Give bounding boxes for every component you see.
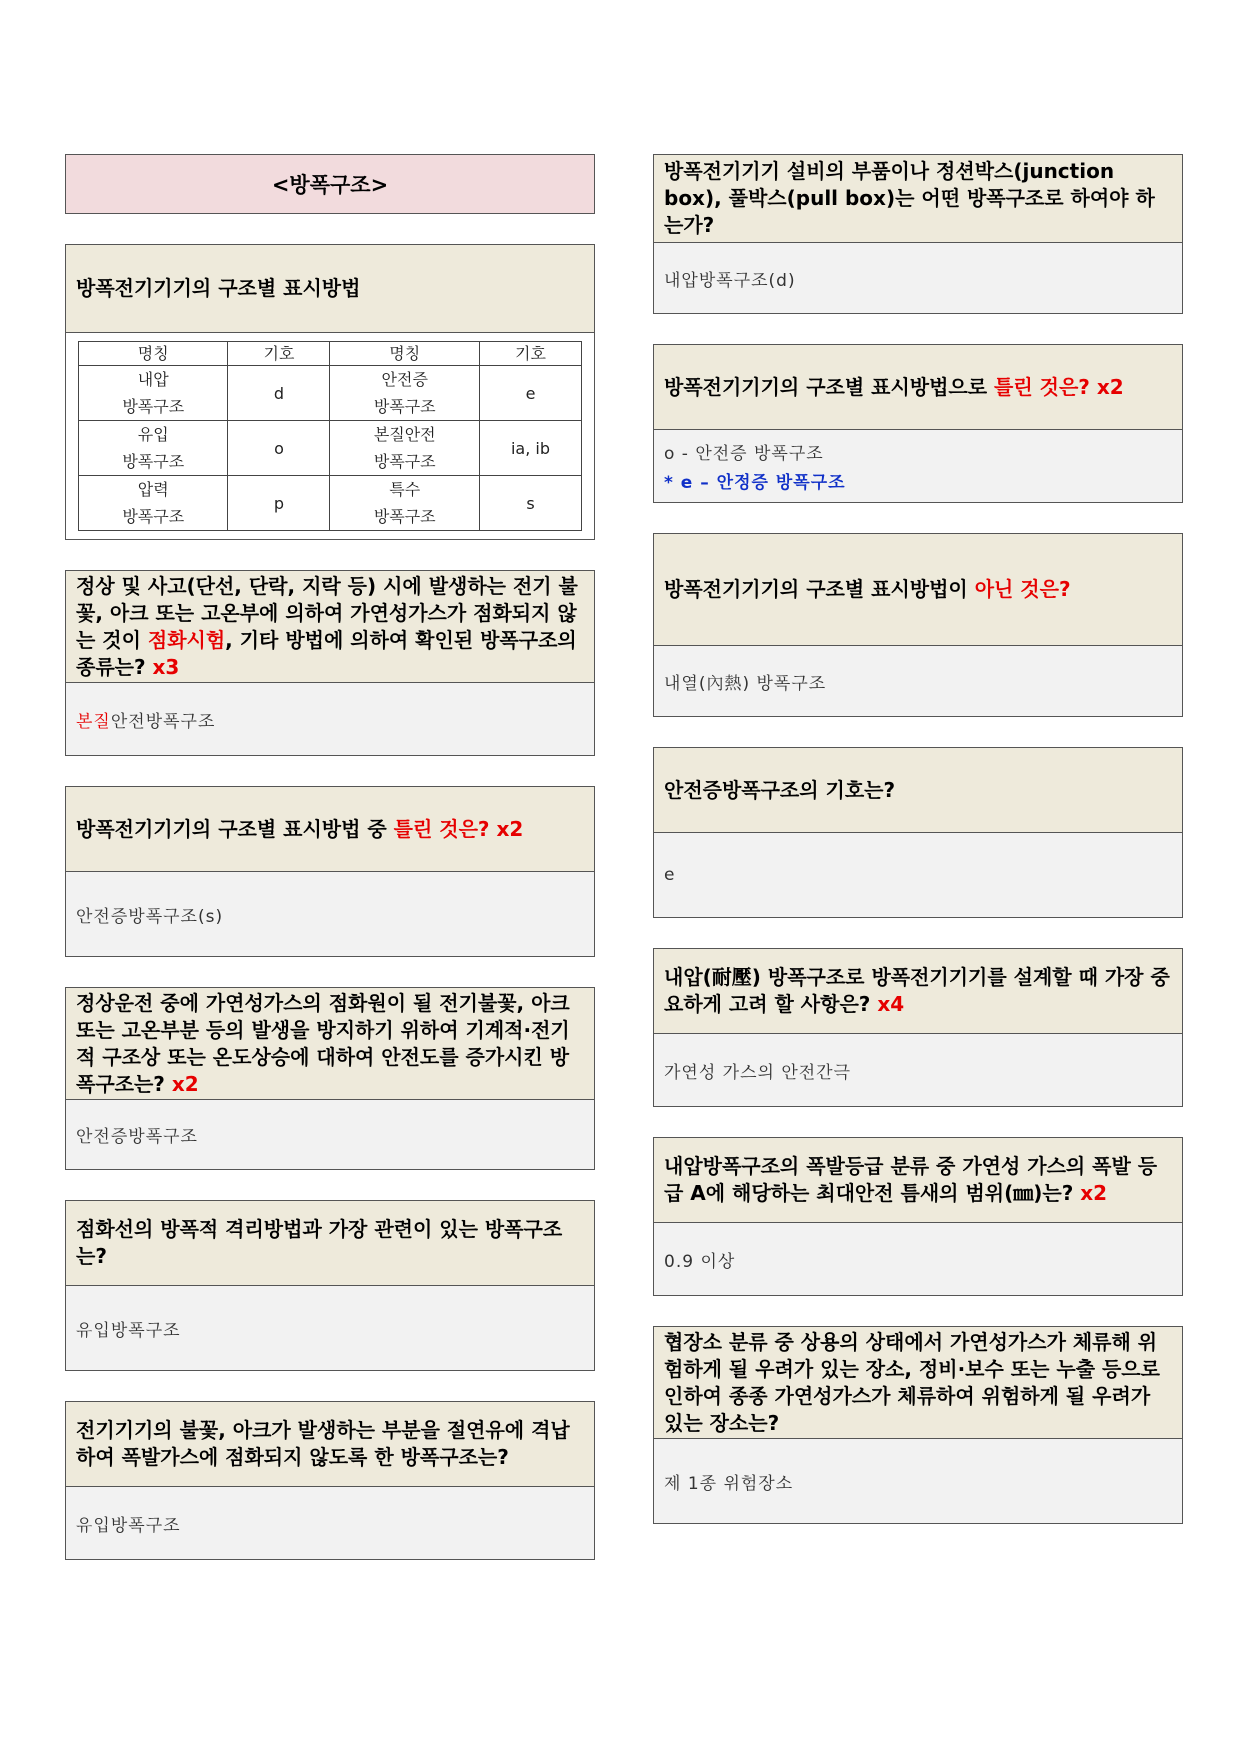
symbol-table <box>78 341 582 531</box>
qa-card <box>65 987 595 1170</box>
note-text: * e – 안정증 방폭구조 <box>664 473 846 493</box>
answer-text: 내열(內熱) 방폭구조 <box>654 646 1182 716</box>
answer-text: 가연성 가스의 안전간극 <box>654 1034 1182 1106</box>
answer-text: 안전증방폭구조 <box>66 1100 594 1169</box>
answer-text: 안전증방폭구조(s) <box>66 872 594 956</box>
question-text: 정상운전 중에 가연성가스의 점화원이 될 전기불꽃, 아크 또는 고온부분 등의 발생을 방지하기 위하여 기계적·전기적 구조상 또는 온도상승에 대하여 안전도를 증가시킨 방폭구조는? x2 <box>66 988 594 1100</box>
qa-card <box>65 1401 595 1560</box>
answer-text: 유입방폭구조 <box>66 1286 594 1370</box>
answer-text: 0.9 이상 <box>654 1223 1182 1295</box>
question-text: 내압(耐壓) 방폭구조로 방폭전기기기를 설계할 때 가장 중요하게 고려 할 사항은? x4 <box>654 949 1182 1034</box>
table-cell: d <box>228 366 330 421</box>
table-cell: 본질안전 방폭구조 <box>330 421 479 476</box>
qa-card <box>65 570 595 756</box>
answer-text: 제 1종 위험장소 <box>654 1439 1182 1523</box>
question-text: 내압방폭구조의 폭발등급 분류 중 가연성 가스의 폭발 등급 A에 해당하는 최대안전 틈새의 범위(㎜)는? x2 <box>654 1138 1182 1223</box>
qa-card <box>653 154 1183 314</box>
qa-card <box>653 344 1183 503</box>
table-row <box>79 421 582 476</box>
answer-text: e <box>654 833 1182 917</box>
table-row <box>79 476 582 531</box>
table-cell: s <box>479 476 581 531</box>
answer-text: 내압방폭구조(d) <box>654 243 1182 313</box>
table-cell: 안전증 방폭구조 <box>330 366 479 421</box>
table-header-row <box>79 342 582 366</box>
symbol-table-card <box>65 244 595 540</box>
question-text: 방폭전기기기의 구조별 표시방법이 아닌 것은? <box>654 534 1182 646</box>
answer-text: 유입방폭구조 <box>66 1487 594 1559</box>
right-column <box>653 154 1183 1554</box>
table-cell: 특수 방폭구조 <box>330 476 479 531</box>
col-header: 명칭 <box>79 342 228 366</box>
question-text: 방폭전기기기의 구조별 표시방법 중 틀린 것은? x2 <box>66 787 594 872</box>
qa-card <box>65 1200 595 1371</box>
question-text: 정상 및 사고(단선, 단락, 지락 등) 시에 발생하는 전기 불꽃, 아크 또는 고온부에 의하여 가연성가스가 점화되지 않는 것이 점화시험, 기타 방법에 의하여 확인된 방폭구조의 종류는? x3 <box>66 571 594 683</box>
question-text: 점화선의 방폭적 격리방법과 가장 관련이 있는 방폭구조는? <box>66 1201 594 1286</box>
col-header: 명칭 <box>330 342 479 366</box>
left-column <box>65 154 595 1590</box>
qa-card <box>65 786 595 957</box>
table-row <box>79 366 582 421</box>
question-text: 방폭전기기기의 구조별 표시방법 <box>66 245 594 333</box>
symbol-table-wrap <box>66 341 594 531</box>
col-header: 기호 <box>228 342 330 366</box>
table-cell: e <box>479 366 581 421</box>
question-text: 안전증방폭구조의 기호는? <box>654 748 1182 833</box>
qa-card <box>653 1137 1183 1296</box>
question-text: 협장소 분류 중 상용의 상태에서 가연성가스가 체류해 위험하게 될 우려가 있는 장소, 정비·보수 또는 누출 등으로 인하여 종종 가연성가스가 체류하여 위험하게 될 우려가 있는 장소는? <box>654 1327 1182 1439</box>
table-cell: 유입 방폭구조 <box>79 421 228 476</box>
question-text: 방폭전기기기의 구조별 표시방법으로 틀린 것은? x2 <box>654 345 1182 430</box>
qa-card <box>653 533 1183 717</box>
page-title: <방폭구조> <box>65 154 595 214</box>
table-cell: 압력 방폭구조 <box>79 476 228 531</box>
question-text: 전기기기의 불꽃, 아크가 발생하는 부분을 절연유에 격납하여 폭발가스에 점화되지 않도록 한 방폭구조는? <box>66 1402 594 1487</box>
table-cell: ia, ib <box>479 421 581 476</box>
qa-card <box>653 1326 1183 1524</box>
question-text: 방폭전기기기 설비의 부품이나 정션박스(junction box), 풀박스(pull box)는 어떤 방폭구조로 하여야 하는가? <box>654 155 1182 243</box>
answer-text: 본질안전방폭구조 <box>66 683 594 755</box>
answer-text: o - 안전증 방폭구조 * e – 안정증 방폭구조 <box>654 430 1182 502</box>
table-cell: 내압 방폭구조 <box>79 366 228 421</box>
col-header: 기호 <box>479 342 581 366</box>
table-cell: p <box>228 476 330 531</box>
qa-card <box>653 747 1183 918</box>
qa-card <box>653 948 1183 1107</box>
table-cell: o <box>228 421 330 476</box>
